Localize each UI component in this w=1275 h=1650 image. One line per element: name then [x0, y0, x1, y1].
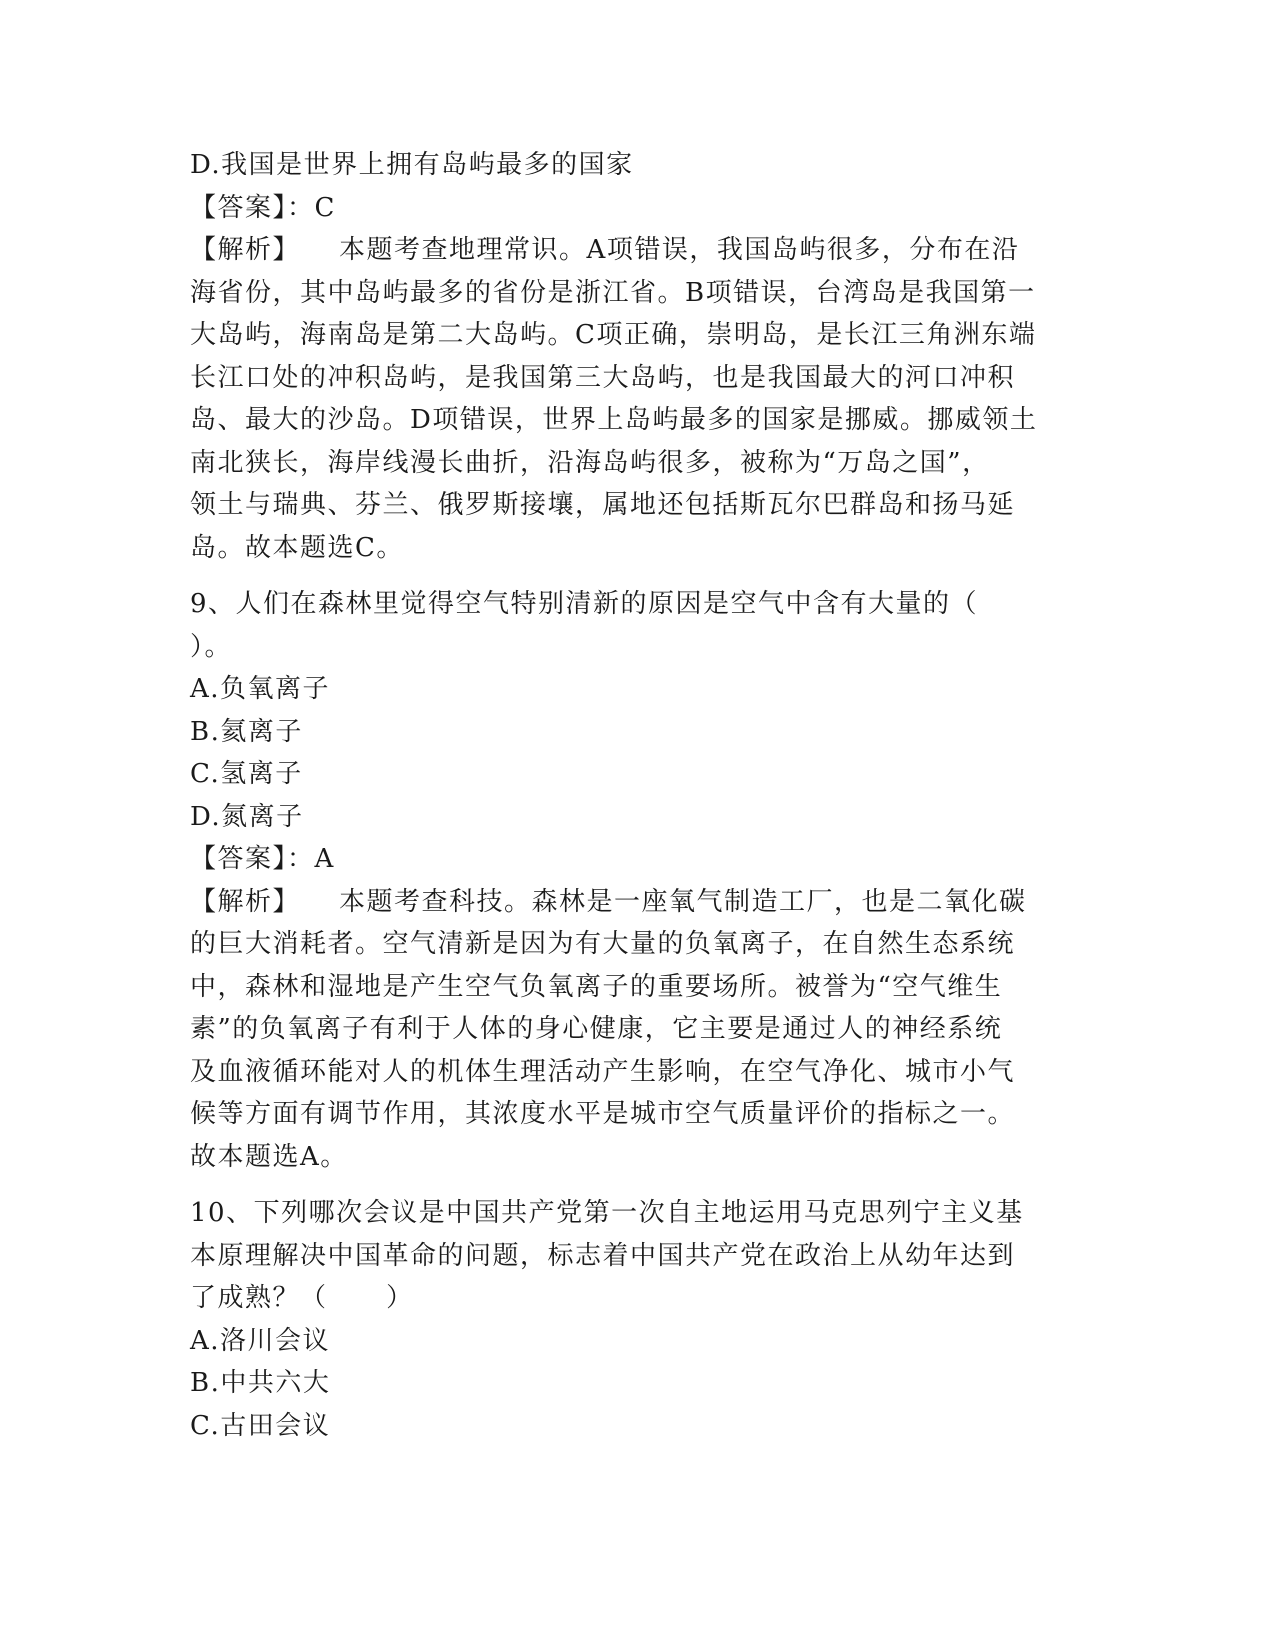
- analysis-line: 候等方面有调节作用，其浓度水平是城市空气质量评价的指标之一。: [190, 1099, 1016, 1129]
- answer-line: 【答案】：A: [190, 844, 335, 874]
- analysis-line: 大岛屿，海南岛是第二大岛屿。C项正确，崇明岛，是长江三角洲东端: [190, 320, 1037, 350]
- question-9-block: [190, 583, 1090, 1178]
- analysis-line: 岛、最大的沙岛。D项错误，世界上岛屿最多的国家是挪威。挪威领土: [190, 405, 1038, 435]
- analysis-line: 素”的负氧离子有利于人体的身心健康，它主要是通过人的神经系统: [190, 1014, 1003, 1044]
- analysis-line: 长江口处的冲积岛屿，是我国第三大岛屿，也是我国最大的河口冲积: [190, 362, 1016, 393]
- question-stem: 10、下列哪次会议是中国共产党第一次自主地运用马克思列宁主义基: [190, 1198, 1024, 1228]
- option-d: D.我国是世界上拥有岛屿最多的国家: [190, 150, 634, 180]
- option-c: C.氢离子: [190, 759, 303, 789]
- option-b: B.氦离子: [190, 716, 303, 747]
- analysis-line: 【解析】 本题考查科技。森林是一座氧气制造工厂，也是二氧化碳: [190, 886, 1027, 917]
- document-page: [190, 144, 1090, 1447]
- prev-question-block: [190, 144, 1090, 569]
- analysis-line: 【解析】 本题考查地理常识。A项错误，我国岛屿很多，分布在沿: [190, 235, 1020, 265]
- option-b: B.中共六大: [190, 1368, 331, 1398]
- question-10-block: [190, 1192, 1090, 1447]
- option-a: A.洛川会议: [190, 1325, 331, 1356]
- analysis-line: 海省份，其中岛屿最多的省份是浙江省。B项错误，台湾岛是我国第一: [190, 277, 1036, 308]
- analysis-line: 及血液循环能对人的机体生理活动产生影响，在空气净化、城市小气: [190, 1056, 1016, 1087]
- question-stem: 了成熟？（ ）: [190, 1283, 414, 1313]
- analysis-line: 故本题选A。: [190, 1141, 348, 1172]
- question-stem: 9、人们在森林里觉得空气特别清新的原因是空气中含有大量的（: [190, 589, 979, 619]
- analysis-line: 岛。故本题选C。: [190, 532, 404, 563]
- answer-line: 【答案】：C: [190, 192, 336, 223]
- analysis-line: 南北狭长，海岸线漫长曲折，沿海岛屿很多，被称为“万岛之国”，: [190, 447, 990, 478]
- analysis-line: 的巨大消耗者。空气清新是因为有大量的负氧离子，在自然生态系统: [190, 929, 1016, 959]
- analysis-line: 中，森林和湿地是产生空气负氧离子的重要场所。被誉为“空气维生: [190, 971, 1003, 1002]
- analysis-line: 领土与瑞典、芬兰、俄罗斯接壤，属地还包括斯瓦尔巴群岛和扬马延: [190, 490, 1016, 520]
- question-stem: 本原理解决中国革命的问题，标志着中国共产党在政治上从幼年达到: [190, 1240, 1016, 1271]
- option-c: C.古田会议: [190, 1410, 331, 1441]
- option-a: A.负氧离子: [190, 674, 331, 704]
- option-d: D.氮离子: [190, 801, 304, 832]
- question-stem: ）。: [190, 631, 233, 662]
